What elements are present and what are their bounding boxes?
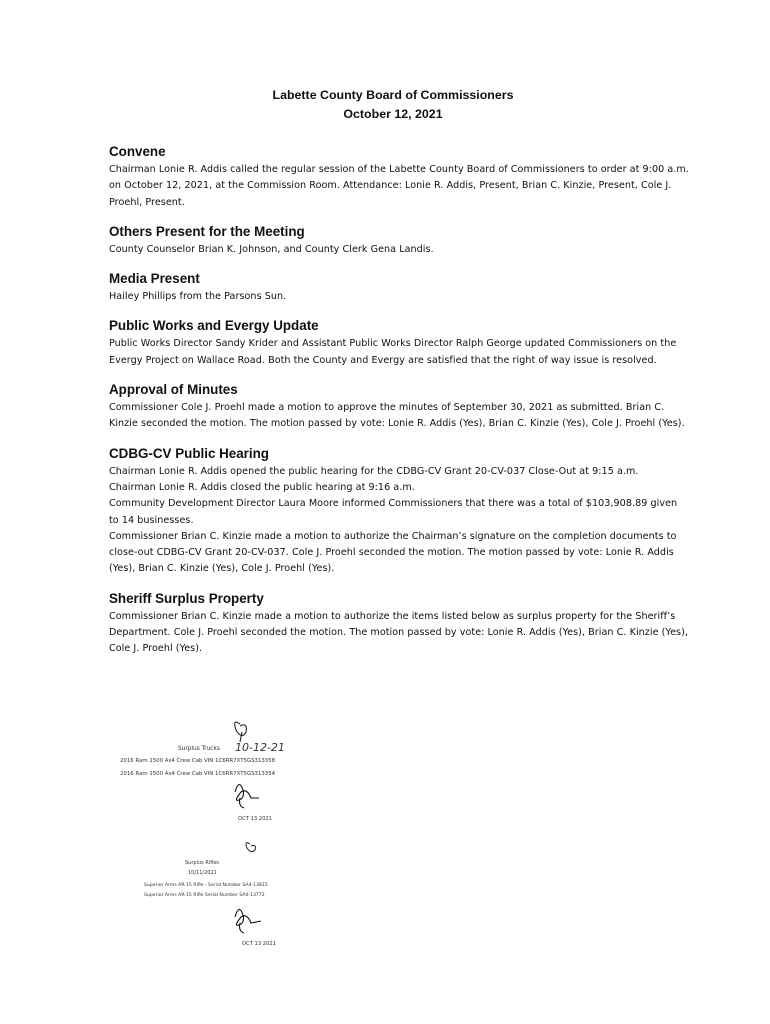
initials-mark-2 bbox=[246, 843, 256, 852]
signature-1 bbox=[235, 784, 259, 808]
section-others-present-for-the-meeting bbox=[109, 222, 689, 258]
truck-line-1: 2016 Ram 1500 4x4 Crew Cab VIN 1C6RR7XT5GS313358 bbox=[120, 758, 276, 764]
section-media-present bbox=[109, 269, 689, 305]
section-paragraph: County Counselor Brian K. Johnson, and County Clerk Gena Landis. bbox=[109, 243, 434, 255]
section-heading: CDBG-CV Public Hearing bbox=[109, 445, 269, 461]
scanned-surplus-attachment bbox=[100, 712, 330, 962]
rifle-line-2: Superior Arms AR-15 Rifle Serial Number SA4-13772 bbox=[144, 893, 265, 898]
section-paragraph: Commissioner Cole J. Proehl made a motion to approve the minutes of September 30, 2021 as submitted. Brian C. Kinzie seconded the motion. The motion passed by vote: Lonie R. Addis (Yes), Brian C. Kinzie (Yes), Cole J. Proehl (Yes). bbox=[109, 402, 685, 430]
section-heading: Media Present bbox=[109, 271, 200, 287]
section-paragraph: Chairman Lonie R. Addis opened the public hearing for the CDBG-CV Grant 20-CV-037 Close-Out at 9:15 a.m. bbox=[109, 465, 639, 477]
section-cdbg-cv-public-hearing bbox=[109, 444, 689, 578]
section-heading: Public Works and Evergy Update bbox=[109, 318, 319, 334]
section-paragraph: Hailey Phillips from the Parsons Sun. bbox=[109, 291, 287, 303]
section-public-works-and-evergy-update bbox=[109, 316, 689, 369]
section-convene bbox=[109, 142, 689, 211]
initials-mark bbox=[235, 722, 247, 742]
section-paragraph: Chairman Lonie R. Addis called the regular session of the Labette County Board of Commissioners to order at 9:00 a.m. on October 12, 2021, at the Commission Room. Attendance: Lonie R. Addis, Present, Brian C. Kinzie, Present, Cole J. Proehl, Present. bbox=[109, 164, 689, 208]
section-approval-of-minutes bbox=[109, 380, 689, 433]
trucks-title: Surplus Trucks bbox=[178, 746, 220, 752]
section-heading: Sheriff Surplus Property bbox=[109, 590, 264, 606]
section-heading: Approval of Minutes bbox=[109, 382, 238, 398]
received-stamp-1: OCT 13 2021 bbox=[238, 816, 272, 822]
minutes-body bbox=[109, 142, 689, 669]
received-stamp-2: OCT 13 2021 bbox=[242, 941, 276, 947]
section-paragraph: Chairman Lonie R. Addis closed the public hearing at 9:16 a.m. bbox=[109, 481, 415, 493]
section-heading: Convene bbox=[109, 144, 166, 159]
signature-2 bbox=[235, 909, 261, 933]
section-heading: Others Present for the Meeting bbox=[109, 223, 305, 239]
document-date: October 12, 2021 bbox=[343, 107, 443, 121]
section-paragraph: Commissioner Brian C. Kinzie made a motion to authorize the Chairman’s signature on the completion documents to close-out CDBG-CV Grant 20-CV-037. Cole J. Proehl seconded the motion. The motion passed by vote: Lonie R. Addis (Yes), Brian C. Kinzie (Yes), Cole J. Proehl (Yes). bbox=[109, 530, 677, 575]
trucks-date: 10-12-21 bbox=[235, 741, 285, 754]
section-paragraph: Commissioner Brian C. Kinzie made a motion to authorize the items listed below as surplus property for the Sheriff’s Department. Cole J. Proehl seconded the motion. The motion passed by vote: Lonie R. Addis (Yes), Brian C. Kinzie (Yes), Cole J. Proehl (Yes). bbox=[109, 610, 688, 655]
truck-line-2: 2016 Ram 1500 4x4 Crew Cab VIN 1C6RR7XT5GS313354 bbox=[120, 771, 276, 777]
section-paragraph: Public Works Director Sandy Krider and Assistant Public Works Director Ralph George updated Commissioners on the Evergy Project on Wallace Road. Both the County and Evergy are satisfied that the right of way issue is resolved. bbox=[109, 338, 677, 366]
document-header bbox=[0, 86, 770, 124]
rifles-title: Surplus Rifles bbox=[185, 860, 220, 866]
section-sheriff-surplus-property bbox=[109, 589, 689, 658]
rifles-date: 10/11/2021 bbox=[188, 870, 217, 876]
section-paragraph: Community Development Director Laura Moore informed Commissioners that there was a total of $103,908.89 given to 14 businesses. bbox=[109, 498, 678, 526]
rifle-line-1: Superior Arms AR-15 Rifle - Serial Number SA4-13815 bbox=[144, 883, 268, 888]
document-title: Labette County Board of Commissioners bbox=[272, 88, 514, 102]
